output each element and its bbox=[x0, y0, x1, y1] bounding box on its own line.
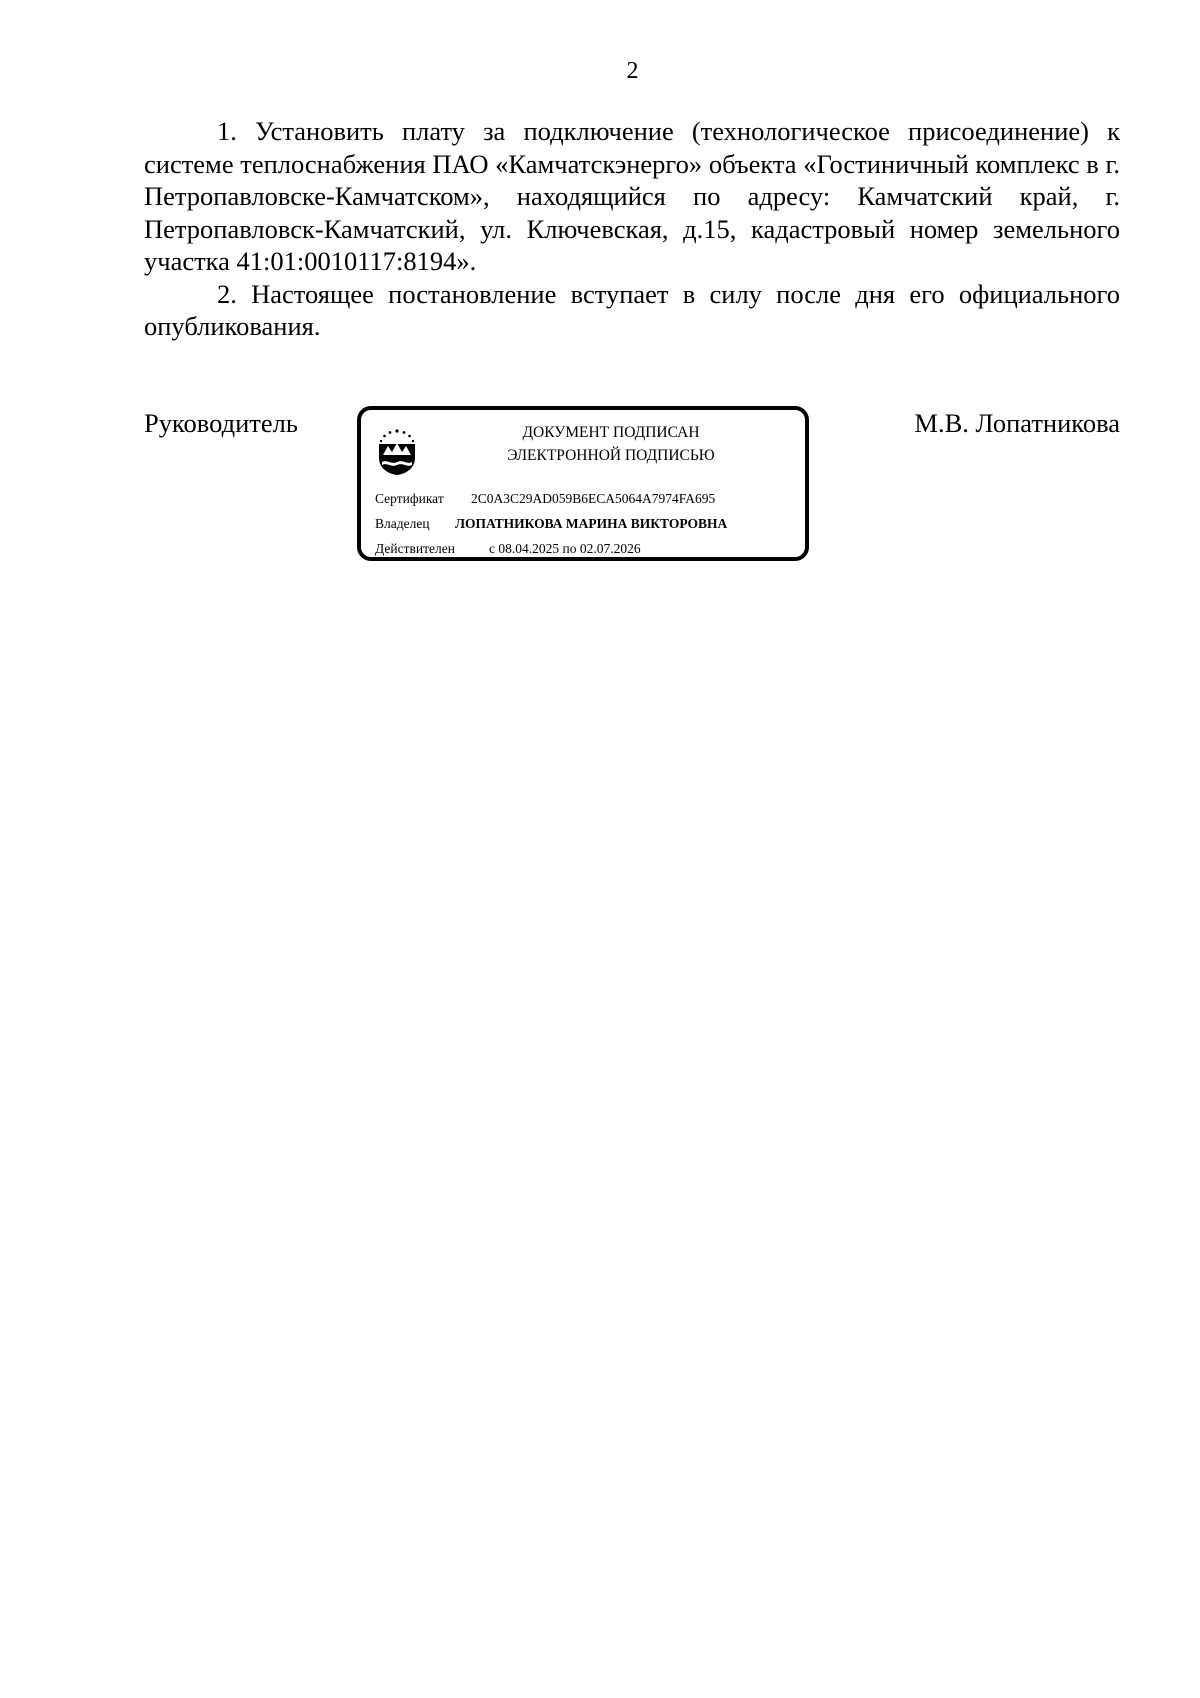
stamp-heading-line-1: ДОКУМЕНТ ПОДПИСАН bbox=[522, 424, 700, 441]
kamchatka-coat-of-arms-icon bbox=[375, 424, 419, 476]
document-body bbox=[144, 115, 1120, 343]
stamp-certificate-row bbox=[375, 490, 716, 508]
paragraph-2: 2. Настоящее постановление вступает в силу после дня его официального опубликования. bbox=[144, 278, 1120, 341]
signer-name: М.В. Лопатникова bbox=[914, 408, 1120, 438]
owner-label: Владелец bbox=[375, 516, 430, 531]
certificate-value: 2C0A3C29AD059B6ECA5064A7974FA695 bbox=[471, 491, 716, 506]
stamp-heading bbox=[461, 421, 761, 467]
owner-value: ЛОПАТНИКОВА МАРИНА ВИКТОРОВНА bbox=[455, 516, 728, 531]
electronic-signature-stamp bbox=[357, 406, 809, 561]
stamp-heading-line-2: ЭЛЕКТРОННОЙ ПОДПИСЬЮ bbox=[507, 447, 715, 464]
signer-title: Руководитель bbox=[144, 408, 298, 438]
paragraph-1: 1. Установить плату за подключение (технологическое присоединение) к системе теплоснабжения ПАО «Камчатскэнерго» объекта «Гостиничный комплекс в г. Петропавловске-Камчатском», находящийся по адресу: Камчатский край, г. Петропавловск-Камчатский, ул. Ключевская, д.15, кадастровый номер земельного участка 41:01:0010117:8194». bbox=[144, 116, 1120, 276]
stamp-owner-row bbox=[375, 515, 728, 533]
certificate-label: Сертификат bbox=[375, 491, 444, 506]
validity-value: с 08.04.2025 по 02.07.2026 bbox=[489, 541, 641, 556]
stamp-validity-row bbox=[375, 540, 641, 558]
page-number: 2 bbox=[626, 58, 639, 84]
validity-label: Действителен bbox=[375, 541, 455, 556]
